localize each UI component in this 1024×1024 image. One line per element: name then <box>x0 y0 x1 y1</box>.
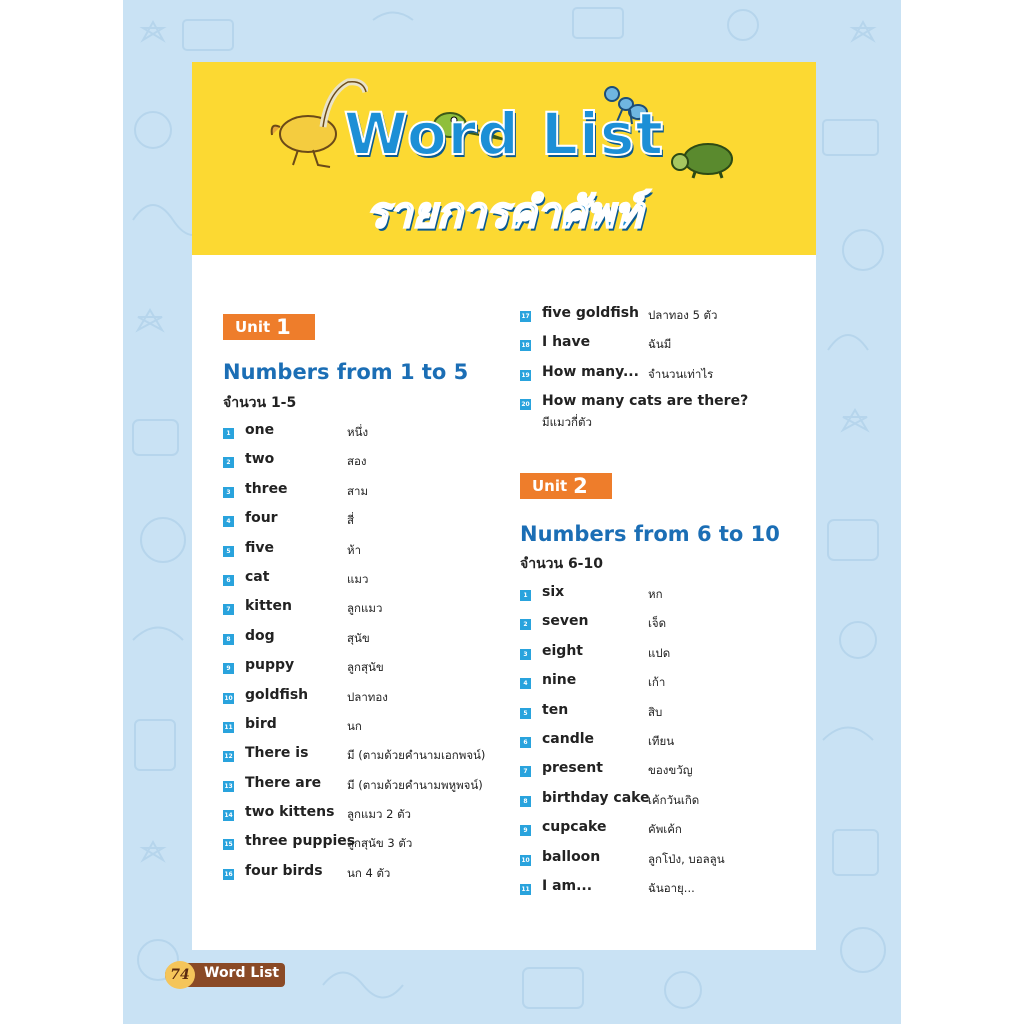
item-number: 1 <box>520 590 531 601</box>
english-word: cupcake <box>542 819 607 836</box>
word-row <box>223 598 513 627</box>
unit-1-title: Numbers from 1 to 5 <box>223 360 469 384</box>
thai-translation: หก <box>648 587 663 601</box>
thai-translation: ของขวัญ <box>648 763 693 778</box>
english-word: two <box>245 451 275 468</box>
english-word: cat <box>245 568 270 585</box>
english-word: four birds <box>245 862 323 879</box>
english-word: candle <box>542 730 595 747</box>
word-list-panel <box>192 62 816 950</box>
word-row <box>520 731 810 760</box>
thai-translation: คัพเค้ก <box>648 822 682 837</box>
item-number: 3 <box>520 649 531 660</box>
word-row <box>520 760 810 789</box>
thai-translation: มี (ตามด้วยคำนามเอกพจน์) <box>347 748 486 763</box>
thai-translation: เจ็ด <box>648 616 667 631</box>
word-row <box>223 687 513 716</box>
english-word: two kittens <box>245 804 335 821</box>
thai-translation: จำนวนเท่าไร <box>648 366 714 381</box>
english-word: six <box>542 584 565 600</box>
item-number: 14 <box>224 812 233 820</box>
english-word: I am... <box>542 877 593 894</box>
thai-translation: มีแมวกี่ตัว <box>542 415 592 430</box>
word-row <box>223 481 513 510</box>
thai-translation: ลูกโป่ง, บอลลูน <box>648 851 725 866</box>
thai-translation: หนึ่ง <box>347 425 369 439</box>
unit-number: 1 <box>276 315 291 339</box>
item-number: 3 <box>223 487 234 498</box>
item-number: 6 <box>520 737 531 748</box>
english-word: three <box>245 480 288 497</box>
item-number: 7 <box>520 766 531 777</box>
unit-number: 2 <box>573 474 588 498</box>
english-word: How many cats are there? <box>542 393 749 410</box>
item-number: 8 <box>223 634 234 645</box>
item-number: 9 <box>520 825 531 836</box>
english-word: present <box>542 760 603 777</box>
thai-translation: สี่ <box>347 513 355 528</box>
thai-translation: ปลาทอง 5 ตัว <box>648 308 718 322</box>
item-number: 13 <box>224 782 233 790</box>
item-number: 16 <box>224 870 233 878</box>
word-row <box>520 878 810 907</box>
english-word: How many... <box>542 363 639 380</box>
word-row <box>520 613 810 642</box>
english-word: eight <box>542 642 583 659</box>
word-row <box>520 849 810 878</box>
item-number: 6 <box>223 575 234 586</box>
item-number: 18 <box>521 342 530 350</box>
title-banner <box>192 62 816 255</box>
unit-1-subtitle: จำนวน 1-5 <box>223 395 297 411</box>
unit-label: Unit <box>532 477 568 495</box>
word-row <box>223 716 513 745</box>
item-number: 12 <box>224 753 233 761</box>
word-row <box>223 657 513 686</box>
item-number: 19 <box>521 371 530 379</box>
word-row <box>520 334 810 363</box>
word-row <box>223 510 513 539</box>
item-number: 11 <box>521 885 530 893</box>
page-number: 74 <box>165 961 195 989</box>
english-word: bird <box>245 715 277 732</box>
thai-translation: ปลาทอง <box>347 689 388 704</box>
unit-label: Unit <box>235 318 271 336</box>
english-word: three puppies <box>245 833 356 850</box>
thai-translation: สิบ <box>648 704 663 719</box>
english-word: There are <box>245 774 322 791</box>
item-number: 10 <box>521 856 530 864</box>
item-number: 1 <box>223 428 234 439</box>
word-row <box>223 863 513 892</box>
thai-translation: ห้า <box>347 542 362 557</box>
item-number: 9 <box>223 663 234 674</box>
item-number: 17 <box>521 313 530 320</box>
unit-2-word-list <box>520 584 810 907</box>
unit-1-word-list <box>223 422 513 892</box>
word-row <box>520 702 810 731</box>
english-word: five goldfish <box>542 305 640 321</box>
word-row <box>520 584 810 613</box>
english-word: I have <box>542 334 591 351</box>
english-word: nine <box>542 672 577 689</box>
item-number: 7 <box>223 604 234 615</box>
unit-1-word-list-continued <box>520 305 810 443</box>
thai-translation: แมว <box>347 571 369 586</box>
unit-2-title: Numbers from 6 to 10 <box>520 522 780 546</box>
thai-translation: นก 4 ตัว <box>347 865 391 880</box>
item-number: 20 <box>521 401 530 409</box>
item-number: 10 <box>224 694 233 702</box>
thai-translation: ลูกแมว <box>347 601 383 616</box>
english-word: kitten <box>245 598 292 615</box>
thai-translation: ฉันมี <box>648 337 672 352</box>
word-row <box>520 790 810 819</box>
english-word: There is <box>245 745 309 762</box>
english-word: ten <box>542 701 569 718</box>
english-word: five <box>245 539 274 556</box>
unit-2-badge <box>520 473 612 499</box>
page-title: Word List <box>343 100 665 168</box>
item-number: 5 <box>223 546 234 557</box>
word-row <box>520 305 810 334</box>
word-row <box>223 833 513 862</box>
word-row <box>520 819 810 848</box>
thai-translation: เก้า <box>648 675 666 690</box>
english-word: seven <box>542 613 589 630</box>
english-word: puppy <box>245 657 295 674</box>
thai-translation: เค้กวันเกิด <box>648 792 700 807</box>
word-row <box>223 745 513 774</box>
thai-translation: ลูกแมว 2 ตัว <box>347 807 412 822</box>
thai-translation: ลูกสุนัข 3 ตัว <box>347 836 413 851</box>
thai-translation: สุนัข <box>347 630 370 645</box>
thai-translation: สาม <box>347 483 369 498</box>
english-word: four <box>245 510 278 527</box>
unit-2-subtitle: จำนวน 6-10 <box>520 556 603 572</box>
thai-translation: แปด <box>648 645 671 660</box>
word-row <box>223 628 513 657</box>
thai-translation: ฉันอายุ... <box>648 880 695 895</box>
item-number: 15 <box>224 841 233 849</box>
thai-translation: มี (ตามด้วยคำนามพหูพจน์) <box>347 777 483 792</box>
unit-1-badge <box>223 314 315 340</box>
footer-label: Word List <box>204 965 280 981</box>
item-number: 2 <box>223 457 234 468</box>
item-number: 5 <box>520 708 531 719</box>
word-row <box>223 569 513 598</box>
word-row <box>520 643 810 672</box>
english-word: goldfish <box>245 686 309 703</box>
english-word: birthday cake <box>542 789 650 806</box>
word-row <box>223 451 513 480</box>
page-title-thai: รายการคำศัพท์ <box>365 188 643 237</box>
english-word: one <box>245 422 275 438</box>
thai-translation: นก <box>347 718 362 733</box>
english-word: dog <box>245 627 275 644</box>
item-number: 11 <box>224 723 233 731</box>
word-row <box>223 775 513 804</box>
thai-translation: เทียน <box>648 733 675 748</box>
word-row <box>223 540 513 569</box>
word-row <box>520 364 810 393</box>
item-number: 2 <box>520 619 531 630</box>
thai-translation: สอง <box>347 454 367 469</box>
item-number: 4 <box>520 678 531 689</box>
word-row <box>223 422 513 451</box>
english-word: balloon <box>542 848 601 865</box>
word-row <box>223 804 513 833</box>
item-number: 8 <box>520 796 531 807</box>
thai-translation: ลูกสุนัข <box>347 660 384 675</box>
word-row <box>520 672 810 701</box>
item-number: 4 <box>223 516 234 527</box>
word-row <box>520 393 810 443</box>
